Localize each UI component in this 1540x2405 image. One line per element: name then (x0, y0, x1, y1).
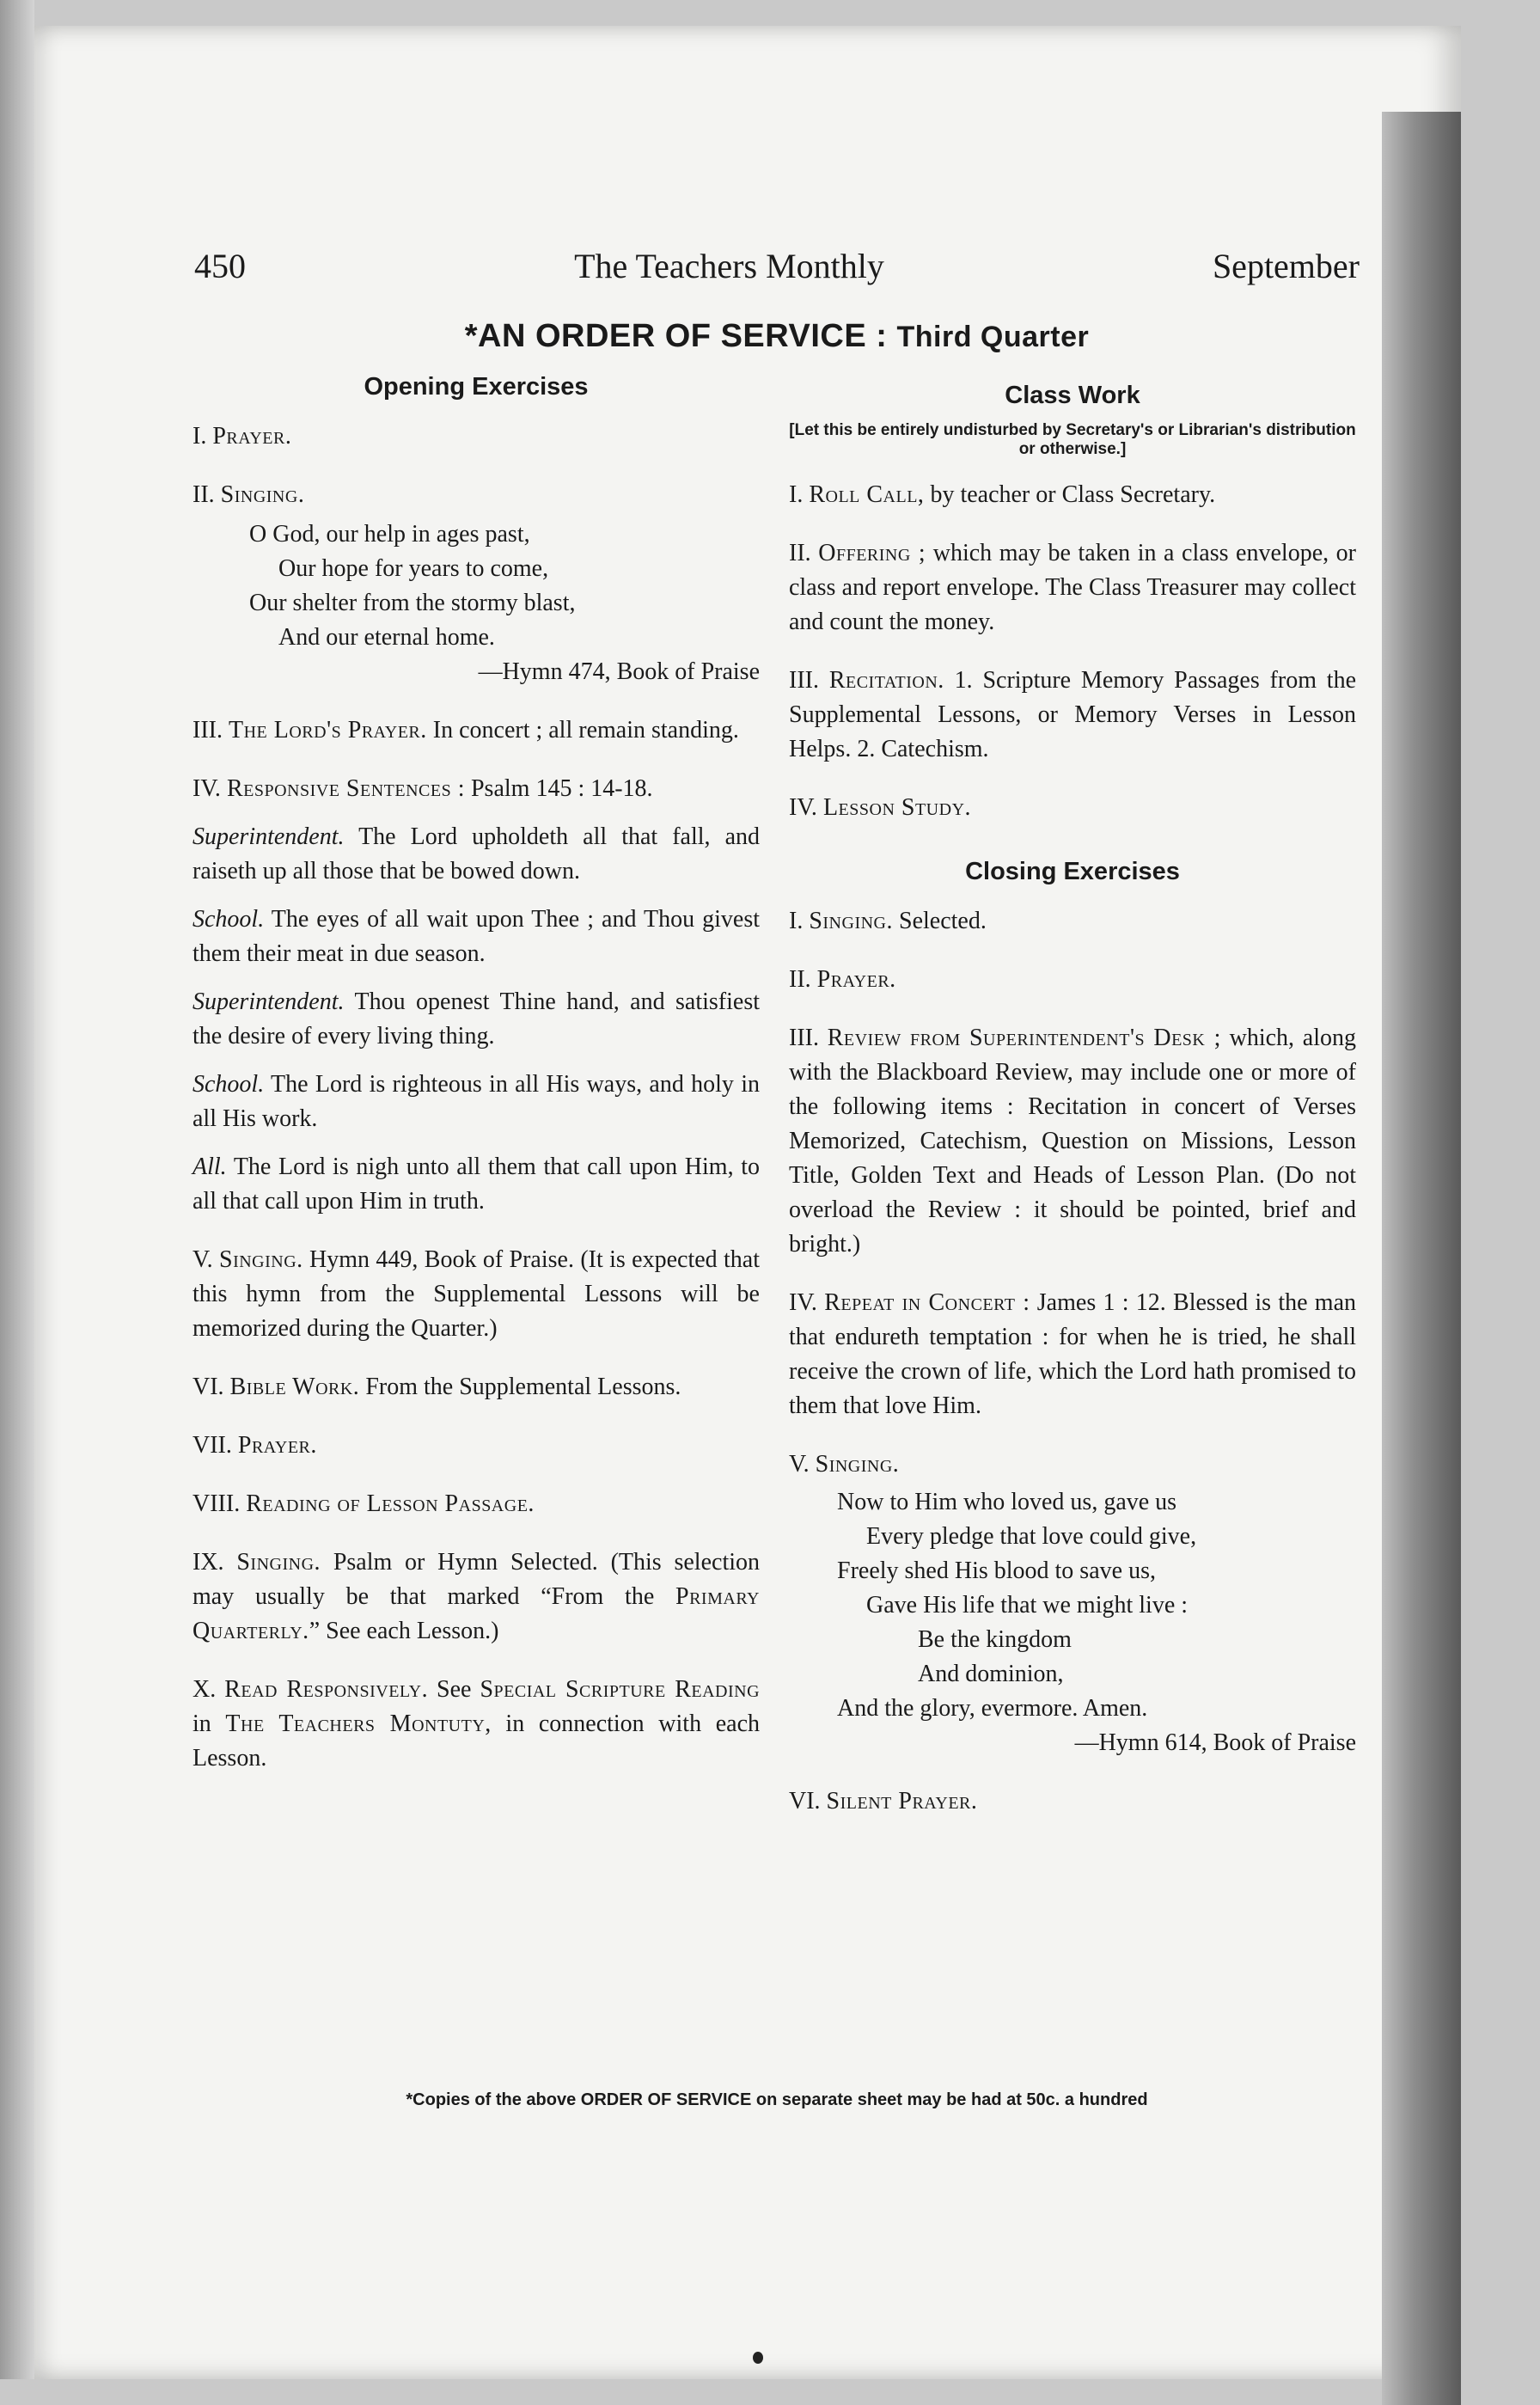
opening-item-singing: II. Singing. (192, 481, 305, 508)
page-number: 450 (194, 247, 246, 285)
class-item-recitation: III. Recitation. 1. Scripture Memory Passages from the Supplemental Lessons, or Memory Verses in Lesson Helps. 2. Catechism. (789, 667, 1357, 762)
responsive-line: Superintendent. The Lord upholdeth all that fall, and raiseth up all those that be bowed down. (192, 823, 761, 884)
opening-item-singing-psalm: IX. Singing. Psalm or Hymn Selected. (This selection may usually be that marked “From the Primary Quarterly.” See each Lesson.) (192, 1549, 761, 1644)
closing-item-repeat-in-concert: IV. Repeat in Concert : James 1 : 12. Blessed is the man that endureth temptation : for when he is tried, he shall receive the crown of life, which the Lord hath promised to them that love Him. (789, 1289, 1356, 1419)
page-title (194, 318, 1360, 355)
opening-item-read-responsively: X. Read Responsively. See Special Scripture Reading in The Teachers Montuty, in connection with each Lesson. (192, 1676, 761, 1772)
class-item-lesson-study: IV. Lesson Study. (789, 794, 972, 821)
left-column (192, 370, 760, 1800)
hymn-474-reference: —Hymn 474, Book of Praise (478, 658, 760, 685)
opening-item-prayer: I. Prayer. (192, 423, 292, 450)
responsive-line: School. The eyes of all wait upon Thee ; and Thou givest them their meat in due season. (192, 906, 760, 967)
responsive-line: School. The Lord is righteous in all His ways, and holy in all His work. (192, 1071, 760, 1132)
right-column (789, 378, 1356, 1843)
closing-item-singing-614: V. Singing. (789, 1451, 900, 1478)
closing-item-review: III. Review from Superintendent's Desk ; which, along with the Blackboard Review, may include one or more of the following items : Recitation in concert of Verses Memorized, Catechism, Question on Missions, Lesson Title, Golden Text and Heads of Lesson Plan. (Do not overload the Review : it should be pointed, brief and bright.) (789, 1025, 1356, 1258)
closing-item-singing: I. Singing. Selected. (789, 908, 987, 934)
closing-item-silent-prayer: VI. Silent Prayer. (789, 1788, 978, 1814)
class-work-note: [Let this be entirely undisturbed by Secretary's or Librarian's distribution or otherwise.] (789, 421, 1356, 458)
opening-item-prayer-2: VII. Prayer. (192, 1432, 317, 1459)
title-main: *AN ORDER OF SERVICE : (464, 318, 888, 354)
opening-item-singing-449: V. Singing. Hymn 449, Book of Praise. (It is expected that this hymn from the Supplemental Lessons will be memorized during the Quarter.) (192, 1246, 761, 1342)
issue-month: September (1212, 247, 1360, 285)
opening-exercises-heading: Opening Exercises (364, 373, 589, 401)
opening-item-reading: VIII. Reading of Lesson Passage. (192, 1490, 535, 1517)
class-item-offering: II. Offering ; which may be taken in a class envelope, or class and report envelope. The Class Treasurer may collect and count the money. (789, 540, 1357, 635)
title-sub: Third Quarter (896, 321, 1090, 353)
opening-item-lords-prayer: III. The Lord's Prayer. In concert ; all remain standing. (192, 717, 739, 744)
book-gutter-shadow (0, 0, 34, 2379)
journal-title: The Teachers Monthly (574, 247, 884, 285)
opening-item-responsive-sentences: IV. Responsive Sentences : Psalm 145 : 14-18. (192, 775, 653, 802)
hymn-474-verse: O God, our help in ages past, Our hope for years to come, Our shelter from the stormy blast, And our eternal home. —Hymn 474, Book of Praise (192, 517, 760, 689)
running-head (194, 246, 1360, 286)
class-item-roll-call: I. Roll Call, by teacher or Class Secretary. (789, 481, 1216, 508)
responsive-line: All. The Lord is nigh unto all them that call upon Him, to all that call upon Him in truth. (192, 1154, 760, 1215)
opening-item-bible-work: VI. Bible Work. From the Supplemental Lessons. (192, 1374, 681, 1400)
closing-item-prayer: II. Prayer. (789, 966, 896, 993)
class-work-heading: Class Work (1005, 382, 1140, 409)
hymn-614-verse: Now to Him who loved us, gave us Every pledge that love could give, Freely shed His blood to save us, Gave His life that we might live : Be the kingdom And dominion, And the glory, evermore. Amen. —Hymn 614, Book of Praise (789, 1485, 1356, 1760)
closing-exercises-heading: Closing Exercises (965, 858, 1180, 885)
page-edge-shadow (1382, 112, 1461, 2405)
footnote: *Copies of the above ORDER OF SERVICE on separate sheet may be had at 50c. a hundred (406, 2090, 1148, 2109)
page-mark-dot (753, 2352, 763, 2364)
hymn-614-reference: —Hymn 614, Book of Praise (1074, 1729, 1356, 1756)
responsive-line: Superintendent. Thou openest Thine hand, and satisfiest the desire of every living thing. (192, 988, 761, 1050)
